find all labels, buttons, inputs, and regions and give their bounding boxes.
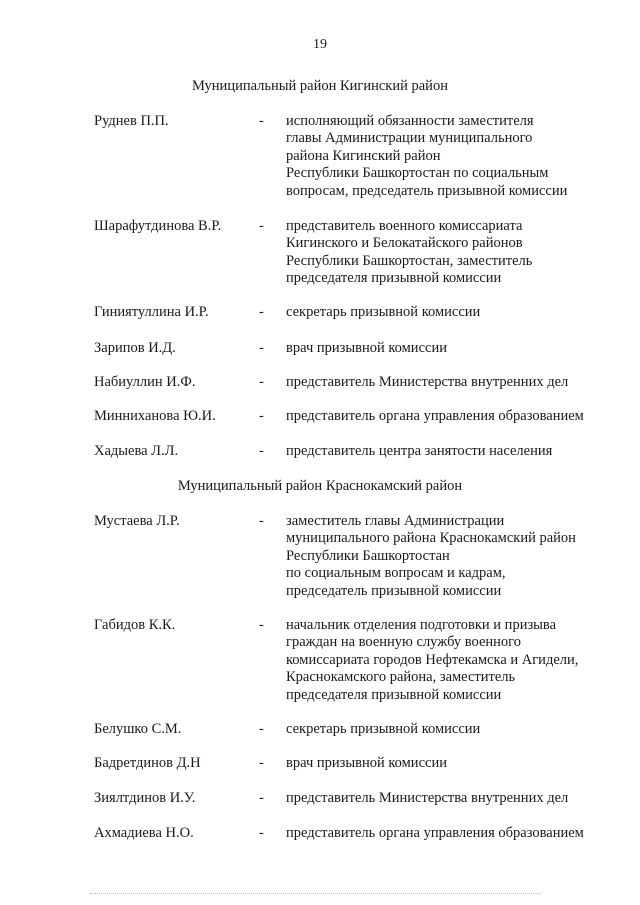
dash-separator: - — [259, 374, 264, 390]
dash-separator: - — [259, 113, 264, 129]
dash-separator: - — [259, 304, 264, 320]
page-number: 19 — [313, 37, 327, 52]
member-role — [286, 790, 626, 807]
member-role — [286, 304, 626, 321]
role-line: врач призывной комиссии — [286, 755, 447, 771]
member-name: Хадыева Л.Л. — [94, 443, 179, 459]
dash-separator: - — [259, 721, 264, 737]
member-name: Минниханова Ю.И. — [94, 408, 216, 424]
role-line: представитель органа управления образованием — [286, 825, 584, 841]
member-role — [286, 218, 626, 288]
member-role — [286, 721, 626, 738]
member-name: Зарипов И.Д. — [94, 340, 176, 356]
member-name: Бадретдинов Д.Н — [94, 755, 201, 771]
member-name: Руднев П.П. — [94, 113, 169, 129]
role-line: председатель призывной комиссии — [286, 582, 502, 599]
section-title-krasnokamsky: Муниципальный район Краснокамский район — [177, 478, 463, 494]
dash-separator: - — [259, 218, 264, 234]
member-role — [286, 340, 626, 357]
role-line: Краснокамского района, заместитель — [286, 669, 516, 686]
role-line: заместитель главы Администрации — [286, 513, 505, 529]
member-role — [286, 408, 626, 425]
dash-separator: - — [259, 825, 264, 841]
member-name: Зиялтдинов И.У. — [94, 790, 196, 806]
role-line: председателя призывной комиссии — [286, 686, 502, 703]
member-name: Белушко С.М. — [94, 721, 182, 737]
role-line: граждан на военную службу военного — [286, 634, 521, 651]
role-line: района Кигинский район — [286, 147, 441, 164]
role-line: начальник отделения подготовки и призыва — [286, 617, 557, 633]
member-role — [286, 443, 626, 460]
member-name: Ахмадиева Н.О. — [94, 825, 194, 841]
role-line: председателя призывной комиссии — [286, 270, 502, 287]
section-title-kiginsky: Муниципальный район Кигинский район — [192, 78, 448, 94]
member-name: Мустаева Л.Р. — [94, 513, 180, 529]
member-name: Гиниятуллина И.Р. — [94, 304, 209, 320]
dash-separator: - — [259, 340, 264, 356]
role-line: представитель органа управления образованием — [286, 408, 584, 424]
role-line: главы Администрации муниципального — [286, 130, 533, 147]
role-line: по социальным вопросам и кадрам, — [286, 565, 506, 582]
member-role — [286, 113, 626, 200]
role-line: муниципального района Краснокамский район — [286, 530, 576, 547]
role-line: вопросам, председатель призывной комиссии — [286, 182, 568, 199]
member-role — [286, 755, 626, 772]
dash-separator: - — [259, 408, 264, 424]
dash-separator: - — [259, 443, 264, 459]
role-line: представитель центра занятости населения — [286, 443, 553, 459]
member-name: Набиуллин И.Ф. — [94, 374, 196, 390]
role-line: Кигинского и Белокатайского районов — [286, 235, 523, 252]
member-name: Габидов К.К. — [94, 617, 176, 633]
role-line: секретарь призывной комиссии — [286, 304, 481, 320]
dash-separator: - — [259, 617, 264, 633]
dash-separator: - — [259, 790, 264, 806]
role-line: представитель Министерства внутренних дел — [286, 790, 569, 806]
member-role — [286, 617, 626, 704]
role-line: врач призывной комиссии — [286, 340, 447, 356]
member-role — [286, 374, 626, 391]
member-role — [286, 825, 626, 842]
role-line: Республики Башкортостан, заместитель — [286, 252, 533, 269]
dash-separator: - — [259, 755, 264, 771]
role-line: комиссариата городов Нефтекамска и Агидели, — [286, 651, 579, 668]
role-line: секретарь призывной комиссии — [286, 721, 481, 737]
scan-artifact-line — [90, 893, 540, 896]
role-line: Республики Башкортостан по социальным — [286, 165, 549, 182]
member-name: Шарафутдинова В.Р. — [94, 218, 222, 234]
dash-separator: - — [259, 513, 264, 529]
member-role — [286, 513, 626, 600]
role-line: представитель военного комиссариата — [286, 218, 523, 234]
role-line: Республики Башкортостан — [286, 547, 450, 564]
role-line: представитель Министерства внутренних дел — [286, 374, 569, 390]
role-line: исполняющий обязанности заместителя — [286, 113, 534, 129]
